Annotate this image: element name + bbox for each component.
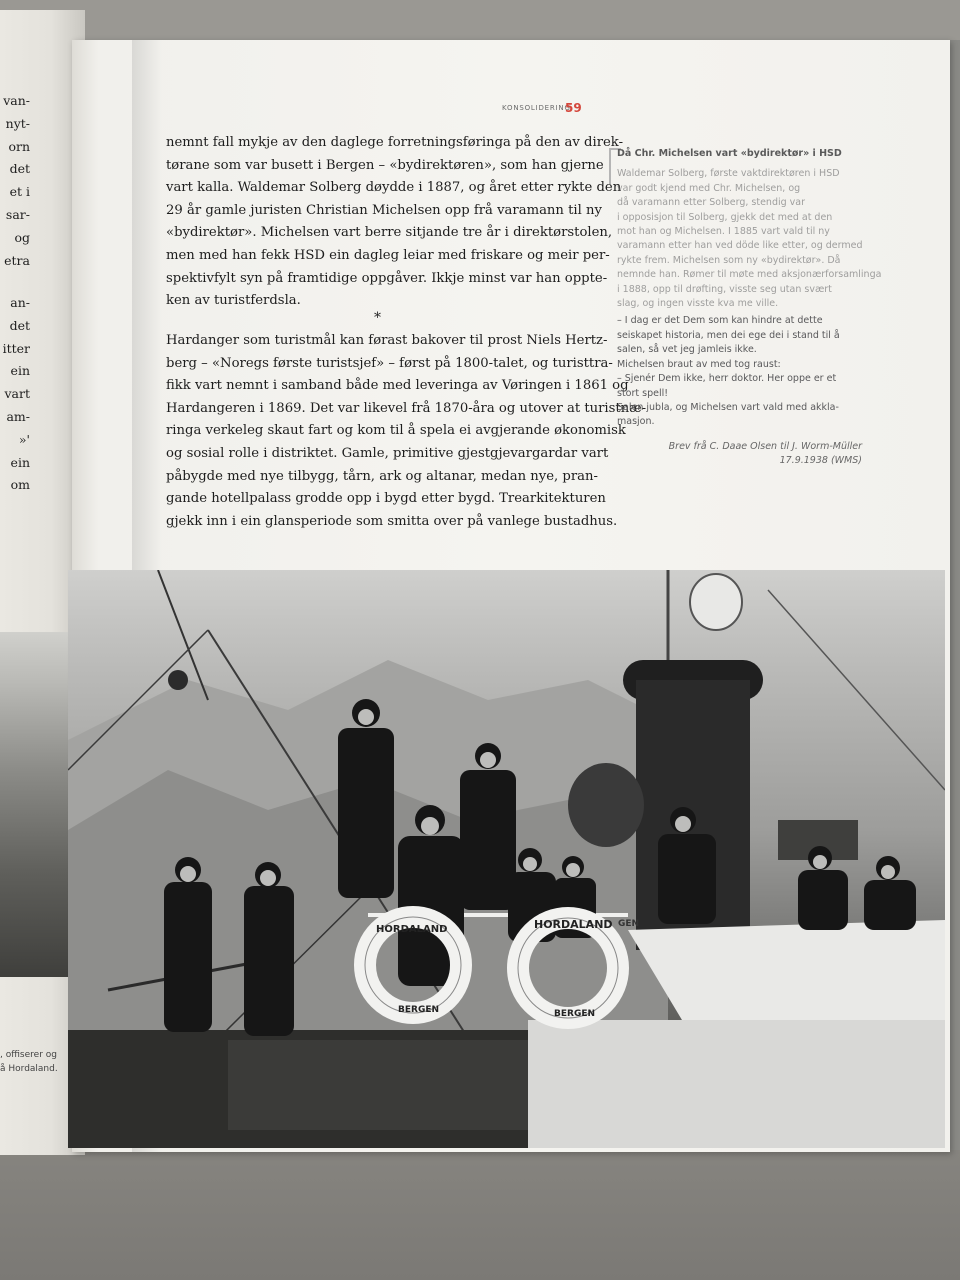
previous-page-line: det [9,161,30,177]
sidebar-dialogue-line: salen, så vet jeg jamleis ikke. [617,344,757,356]
sidebar-dialogue-line: Michelsen braut av med tog raust: [617,358,781,370]
body-paragraph-1 [166,132,624,313]
sidebar-line: varamann etter han ved döde like etter, og dermed [617,240,863,252]
sidebar-line: i 1888, opp til drøfting, visste seg utan svært [617,283,832,295]
ventilator [568,763,644,847]
funnel-emblem [690,574,742,630]
previous-page-line: an- [10,295,30,310]
body-line: nemnt fall mykje av den daglege forretningsføringa på den av direk- [166,135,624,150]
sidebar-line: var godt kjend med Chr. Michelsen, og [617,182,801,194]
sidebar-dialogue-line: seiskapet historia, men dei ege dei i stand til å [617,329,840,341]
sidebar-source-line: 17.9.1938 (WMS) [779,455,862,467]
previous-page-text [0,90,30,272]
body-line: fikk vart nemnt i samband både med leveringa av Vøringen i 1861 og [166,378,629,394]
sidebar-paragraph [617,167,882,311]
body-line: ringa verkeleg skaut fart og kom til å spela ei avgjerande økonomisk [166,423,626,439]
sidebar-line: rykte frem. Michelsen som ny «bydirektør». Då [617,254,841,266]
hull-white [528,1020,945,1148]
sidebar-dialogue-line: – I dag er det Dem som kan hindre at dette [617,315,823,327]
previous-page-caption [0,1048,58,1076]
rigging-line [768,590,945,790]
sidebar-line: i opposisjon til Solberg, gjekk det med at den [617,211,833,223]
previous-page-line: nyt- [5,115,30,131]
body-line: Hardanger som turistmål kan førast bakover til prost Niels Hertz- [166,333,608,348]
sidebar-dialogue-line: Salen jubla, og Michelsen vart vald med akkla- [617,401,839,413]
body-line: og sosial rolle i distriktet. Gamle, primitive gjestgjevargardar vart [166,445,609,461]
body-line: Hardangeren i 1869. Det var likevel frå 1870-åra og utover at turistnæ- [166,400,647,416]
table-surface-bottom [0,1150,960,1280]
sidebar-source [617,440,862,469]
table-surface-top [0,0,960,40]
previous-page-caption-line: å Hordaland. [0,1064,58,1074]
body-line: men med han fekk HSD ein dagleg leiar med friskare og meir per- [166,247,610,263]
body-line: påbygde med nye tilbygg, tårn, ark og altanar, medan nye, pran- [166,468,598,484]
lifebuoy-left-label: HORDALAND [376,924,448,935]
sidebar-quote [617,147,882,469]
previous-page-line: am- [6,408,30,424]
previous-page-line: van- [3,93,30,108]
previous-page-line: orn [8,138,30,154]
previous-page-line: og [14,229,30,245]
sidebar-dialogue-line: stort spell! [617,387,669,399]
sidebar-dialogue-line: – Sjenér Dem ikke, herr doktor. Her oppe er et [617,373,837,385]
previous-page-line: et i [9,184,30,200]
previous-page-caption-line: , offiserer og [0,1050,57,1060]
section-separator: * [374,310,381,326]
body-line: ken av turistferdsla. [166,293,301,309]
sidebar-line: nemnde han. Rømer til møte med aksjonærforsamlinga [617,269,882,281]
previous-page-line: sar- [5,206,30,222]
body-line: «bydirektør». Michelsen vart berre sitjande tre år i direktørstolen, [166,225,613,241]
sidebar-line: Waldemar Solberg, første vaktdirektøren i HSD [617,168,840,180]
sidebar-dialogue-line: masjon. [617,416,655,428]
previous-page-line: ein [10,363,30,379]
previous-page-line: itter [2,340,30,356]
running-head: KONSOLIDERING [502,104,571,112]
previous-page-photo [0,632,68,977]
previous-page-line: det [9,317,30,333]
sidebar-line: mot han og Michelsen. I 1885 vart vald til ny [617,226,830,238]
body-line: vart kalla. Waldemar Solberg døydde i 1887, og året etter rykte den [166,180,622,196]
lifeboat-label: GEN [618,919,640,929]
historic-ship-photo [68,570,945,1148]
body-line: berg – «Noregs første turistsjef» – først på 1800-talet, og turisttra- [166,355,613,371]
body-line: tørane som var busett i Bergen – «bydirektøren», som han gjerne [166,157,604,173]
sidebar-title: Då Chr. Michelsen vart «bydirektør» i HSD [617,148,842,159]
previous-page-text-2 [0,292,30,497]
ship-photo-illustration [68,570,945,1148]
previous-page-line: ein [10,454,30,470]
sidebar-line: då varamann etter Solberg, stendig var [617,197,806,209]
previous-page-line: om [10,477,30,493]
sidebar-source-line: Brev frå C. Daae Olsen til J. Worm-Müller [668,440,862,452]
page-number: 59 [565,101,582,115]
lifebuoy-right-label: HORDALAND [534,918,613,931]
lifebuoy-left-bottom-label: BERGEN [398,1005,440,1015]
previous-page-line: »' [18,431,30,447]
pulley-block [168,670,188,690]
lifebuoy-right-bottom-label: BERGEN [554,1009,596,1019]
sidebar-dialogue [617,314,862,429]
body-line: gande hotellpalass grodde opp i bygd etter bygd. Trearkitekturen [166,491,606,507]
body-line: 29 år gamle juristen Christian Michelsen opp frå varamann til ny [166,202,602,218]
body-line: gjekk inn i ein glansperiode som smitta over på vanlege bustadhus. [166,513,618,529]
previous-page-line: vart [4,386,30,402]
body-line: spektivfylt syn på framtidige oppgåver. Ikkje minst var han oppte- [166,270,608,286]
sidebar-line: slag, og ingen visste kva me ville. [617,298,779,310]
previous-page-line: etra [4,252,30,268]
